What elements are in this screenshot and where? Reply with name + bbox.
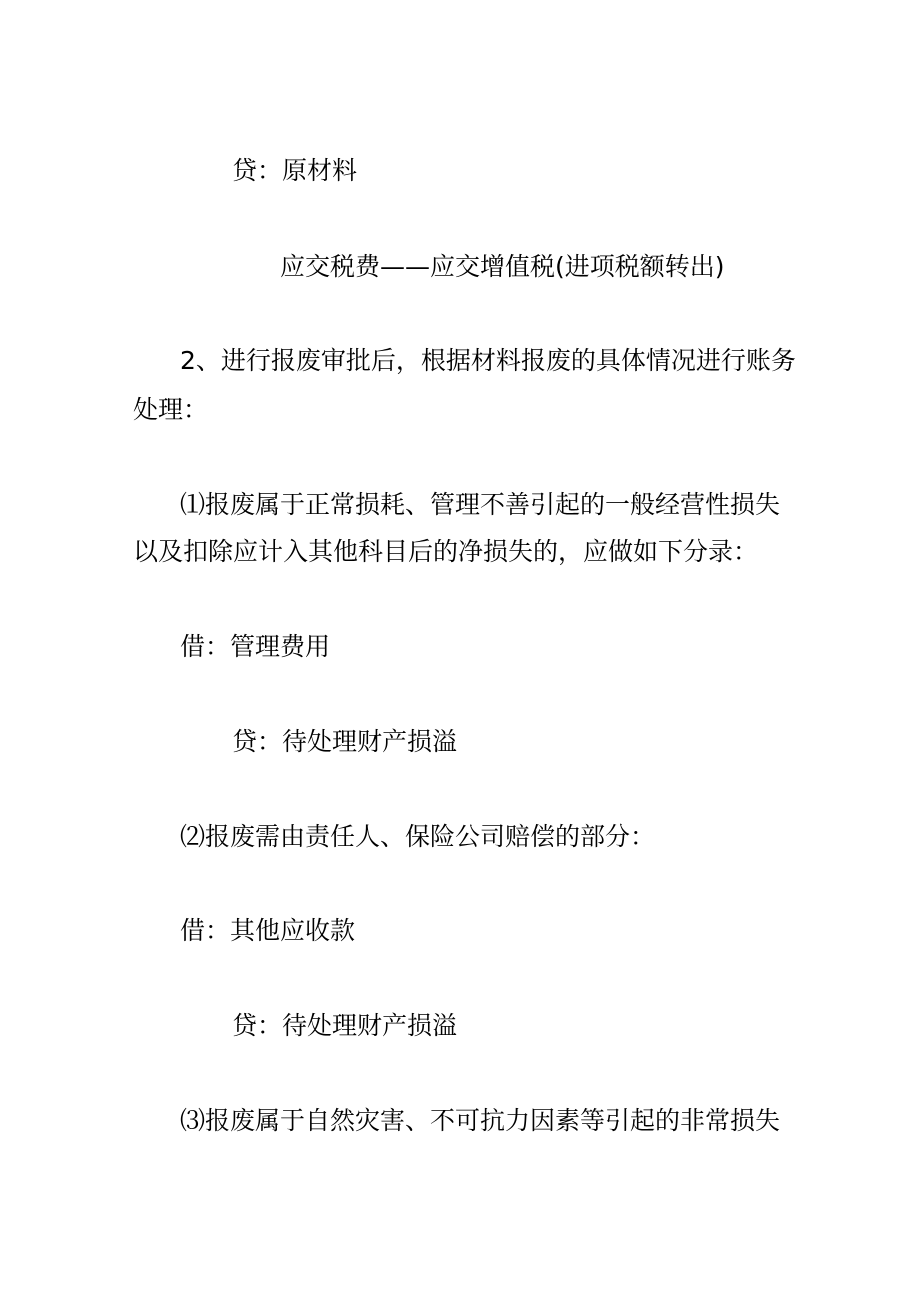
entry-debit-admin-expenses: 借：管理费用 [180, 632, 331, 661]
item-2-line-1: ⑵报废需由责任人、保险公司赔偿的部分： [180, 822, 656, 851]
entry-credit-vat-transfer-out: 应交税费——应交增值税(进项税额转出) [280, 252, 725, 281]
paragraph-2-line-2: 处理： [133, 395, 209, 424]
item-1-line-1: ⑴报废属于正常损耗、管理不善引起的一般经营性损失 [180, 490, 781, 519]
entry-credit-raw-materials: 贷：原材料 [232, 156, 358, 185]
entry-credit-pending-losses-2: 贷：待处理财产损溢 [232, 1011, 458, 1040]
entry-debit-other-receivables: 借：其他应收款 [180, 916, 356, 945]
paragraph-2-line-1: 2、进行报废审批后，根据材料报废的具体情况进行账务 [180, 346, 796, 375]
item-3-line-1: ⑶报废属于自然灾害、不可抗力因素等引起的非常损失 [180, 1106, 781, 1135]
item-1-line-2: 以及扣除应计入其他科目后的净损失的，应做如下分录： [133, 537, 759, 566]
entry-credit-pending-losses-1: 贷：待处理财产损溢 [232, 727, 458, 756]
